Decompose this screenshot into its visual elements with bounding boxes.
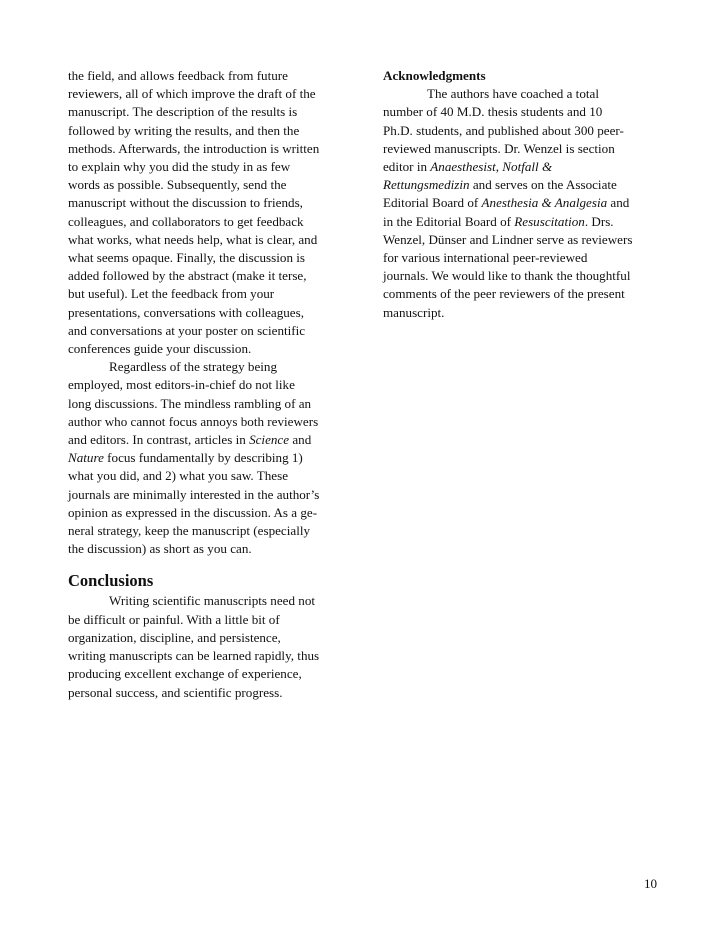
paragraph-conclusions	[68, 592, 344, 701]
journal-name-nature: Nature	[68, 450, 104, 466]
journal-name-notfall: Notfall &	[502, 159, 553, 175]
text-run: and editors. In contrast, articles in	[68, 432, 250, 448]
text-line: employed, most editors-in-chief do not like	[68, 377, 295, 393]
journal-name-anaesthesist: Anaesthesist	[430, 159, 496, 175]
text-run: focus fundamentally by describing 1)	[103, 450, 303, 466]
text-line	[383, 158, 663, 176]
text-line	[68, 431, 344, 449]
section-heading-conclusions: Conclusions	[68, 571, 154, 591]
journal-name-anesthesia-analgesia: Anesthesia & Analgesia	[481, 195, 608, 211]
text-line: Wenzel, Dünser and Lindner serve as reviewers	[383, 231, 633, 247]
text-line: conferences guide your discussion.	[68, 341, 252, 357]
text-line: what works, what needs help, what is clear, and	[68, 231, 318, 247]
text-line: to explain why you did the study in as few	[68, 159, 291, 175]
text-line	[68, 449, 344, 467]
text-run: ,	[495, 159, 503, 175]
journal-name-rettungsmedizin: Rettungsmedizin	[383, 177, 470, 193]
text-line: and conversations at your poster on scientific	[68, 322, 306, 338]
paragraph-discussion-length	[68, 358, 344, 558]
text-line: producing excellent exchange of experience,	[68, 666, 302, 682]
right-column	[383, 67, 663, 322]
text-line: colleagues, and collaborators to get feedback	[68, 213, 304, 229]
text-line: what seems opaque. Finally, the discussion is	[68, 250, 305, 266]
journal-name-resuscitation: Resuscitation	[514, 213, 585, 229]
text-line: author who cannot focus annoys both reviewers	[68, 413, 319, 429]
text-line: what you did, and 2) what you saw. These	[68, 468, 289, 484]
text-run: in the Editorial Board of	[383, 213, 515, 229]
text-line: Regardless of the strategy being	[109, 359, 277, 375]
text-line: opinion as expressed in the discussion. As a ge-	[68, 504, 318, 520]
text-line	[383, 176, 663, 194]
text-line: The authors have coached a total	[427, 86, 599, 102]
text-line: words as possible. Subsequently, send the	[68, 177, 287, 193]
text-line: reviewed manuscripts. Dr. Wenzel is section	[383, 140, 615, 156]
text-line	[383, 194, 663, 212]
text-run: editor in	[383, 159, 431, 175]
paragraph-discussion-strategy	[68, 67, 344, 358]
journal-name-science: Science	[249, 432, 290, 448]
section-heading-acknowledgments: Acknowledgments	[383, 68, 486, 83]
text-line: long discussions. The mindless rambling of an	[68, 395, 312, 411]
text-line: writing manuscripts can be learned rapidly, thus	[68, 648, 320, 664]
page-number: 10	[644, 876, 658, 891]
text-run: and	[607, 195, 630, 211]
text-line: personal success, and scientific progress.	[68, 684, 283, 700]
text-line: added followed by the abstract (make it terse,	[68, 268, 307, 284]
text-run: . Drs.	[584, 213, 614, 229]
text-line	[383, 213, 663, 231]
text-line: the discussion) as short as you can.	[68, 541, 252, 557]
text-line: number of 40 M.D. thesis students and 10	[383, 104, 603, 120]
text-line: Writing scientific manuscripts need not	[109, 593, 316, 609]
text-line: followed by writing the results, and then the	[68, 122, 300, 138]
text-line: but useful). Let the feedback from your	[68, 286, 275, 302]
text-line: manuscript without the discussion to friends,	[68, 195, 303, 211]
text-line: methods. Afterwards, the introduction is written	[68, 140, 320, 156]
text-line: neral strategy, keep the manuscript (especially	[68, 523, 311, 539]
left-column	[68, 67, 344, 702]
text-run: Editorial Board of	[383, 195, 482, 211]
text-run: and serves on the Associate	[469, 177, 617, 193]
text-line: for various international peer-reviewed	[383, 250, 588, 266]
paragraph-acknowledgments	[383, 85, 663, 322]
text-line: the field, and allows feedback from future	[68, 68, 288, 83]
text-line: journals. We would like to thank the thoughtful	[383, 268, 631, 284]
text-line: manuscript. The description of the results is	[68, 104, 298, 120]
text-line: organization, discipline, and persistence,	[68, 629, 281, 645]
text-line: journals are minimally interested in the author’s	[68, 486, 320, 502]
text-run: and	[289, 432, 312, 448]
text-line: be difficult or painful. With a little bit of	[68, 611, 280, 627]
text-line: comments of the peer reviewers of the present	[383, 286, 625, 302]
text-line: Ph.D. students, and published about 300 peer-	[383, 122, 624, 138]
text-line: presentations, conversations with colleagues,	[68, 304, 304, 320]
text-line: reviewers, all of which improve the draft of the	[68, 86, 316, 102]
text-line: manuscript.	[383, 304, 445, 320]
